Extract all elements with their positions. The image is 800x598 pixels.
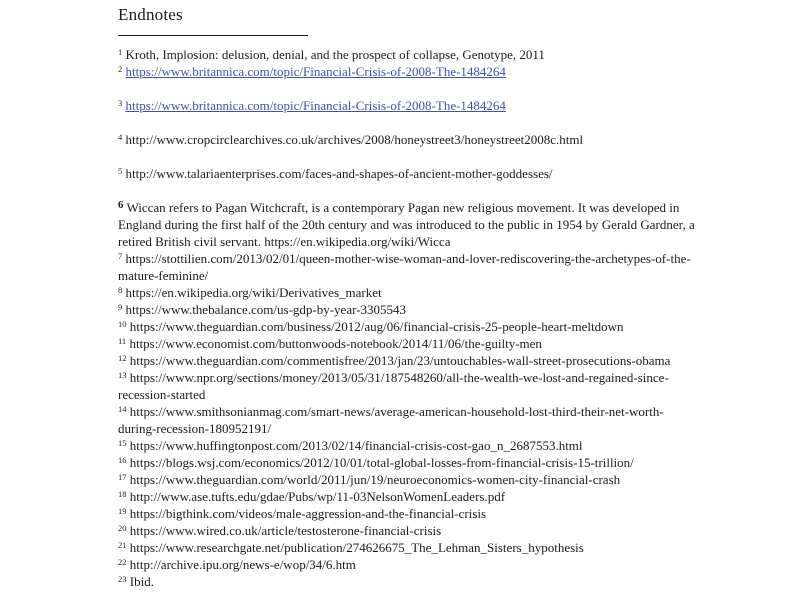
endnote-text: https://www.researchgate.net/publication/274626675_The_Lehman_Sisters_hypothesis — [129, 540, 584, 555]
endnote-number: 6 — [118, 199, 124, 211]
endnote-number: 23 — [118, 573, 127, 584]
endnote-number: 5 — [118, 165, 123, 176]
endnote-number: 3 — [118, 97, 123, 108]
endnote-text: http://archive.ipu.org/news-e/wop/34/6.htm — [129, 557, 356, 572]
endnote-text: https://www.thebalance.com/us-gdp-by-year-3305543 — [125, 302, 406, 317]
endnote-text: https://www.smithsonianmag.com/smart-news/average-american-household-lost-third-their-net-worth-during-recession-180952191/ — [118, 404, 664, 436]
endnote-8 — [118, 284, 700, 301]
endnote-9 — [118, 301, 700, 318]
endnote-18 — [118, 488, 700, 505]
title-divider — [118, 35, 308, 36]
endnote-10 — [118, 318, 700, 335]
endnote-text: https://www.huffingtonpost.com/2013/02/14/financial-crisis-cost-gao_n_2687553.html — [129, 438, 583, 453]
endnote-link[interactable]: https://www.britannica.com/topic/Financial-Crisis-of-2008-The-1484264 — [125, 64, 506, 79]
endnotes-section — [118, 4, 700, 590]
endnote-19 — [118, 505, 700, 522]
endnote-number: 22 — [118, 556, 127, 567]
endnote-11 — [118, 335, 700, 352]
endnote-text: Ibid. — [129, 574, 154, 589]
endnote-number: 10 — [118, 318, 127, 329]
endnote-text: https://en.wikipedia.org/wiki/Derivatives_market — [125, 285, 382, 300]
endnote-text: https://www.theguardian.com/world/2011/jun/19/neuroeconomics-women-city-financial-crash — [129, 472, 621, 487]
endnote-link[interactable]: https://www.britannica.com/topic/Financial-Crisis-of-2008-The-1484264 — [125, 98, 506, 113]
endnote-number: 14 — [118, 403, 127, 414]
endnote-number: 4 — [118, 131, 123, 142]
endnote-14 — [118, 403, 700, 437]
endnote-17 — [118, 471, 700, 488]
endnote-number: 2 — [118, 63, 123, 74]
endnote-text: https://www.theguardian.com/commentisfree/2013/jan/23/untouchables-wall-street-prosecutions-obama — [129, 353, 671, 368]
endnote-text: http://www.cropcirclearchives.co.uk/archives/2008/honeystreet3/honeystreet2008c.html — [125, 132, 584, 147]
endnote-text: https://www.economist.com/buttonwoods-notebook/2014/11/06/the-guilty-men — [129, 336, 542, 351]
endnotes-list — [118, 46, 700, 590]
endnote-12 — [118, 352, 700, 369]
endnote-3 — [118, 97, 700, 114]
endnote-13 — [118, 369, 700, 403]
endnote-number: 16 — [118, 454, 127, 465]
endnote-20 — [118, 522, 700, 539]
endnote-6 — [118, 199, 700, 250]
page-title: Endnotes — [118, 5, 183, 24]
endnote-7 — [118, 250, 700, 284]
endnote-number: 7 — [118, 250, 123, 261]
endnote-number: 1 — [118, 46, 123, 57]
endnote-text: https://blogs.wsj.com/economics/2012/10/01/total-global-losses-from-financial-crisis-15-trillion/ — [129, 455, 634, 470]
endnote-16 — [118, 454, 700, 471]
endnote-number: 9 — [118, 301, 123, 312]
endnote-text: Kroth, Implosion: delusion, denial, and the prospect of collapse, Genotype, 2011 — [125, 47, 545, 62]
endnote-text: http://www.talariaenterprises.com/faces-and-shapes-of-ancient-mother-goddesses/ — [125, 166, 553, 181]
endnote-number: 21 — [118, 539, 127, 550]
endnote-23 — [118, 573, 700, 590]
endnote-number: 17 — [118, 471, 127, 482]
endnote-number: 18 — [118, 488, 127, 499]
endnote-2 — [118, 63, 700, 80]
endnote-text: https://bigthink.com/videos/male-aggression-and-the-financial-crisis — [129, 506, 487, 521]
endnote-number: 20 — [118, 522, 127, 533]
endnote-5 — [118, 165, 700, 182]
endnote-text: https://www.npr.org/sections/money/2013/05/31/187548260/all-the-wealth-we-lost-and-regained-since-recession-started — [118, 370, 669, 402]
endnote-22 — [118, 556, 700, 573]
endnote-text: http://www.ase.tufts.edu/gdae/Pubs/wp/11-03NelsonWomenLeaders.pdf — [129, 489, 506, 504]
endnote-number: 19 — [118, 505, 127, 516]
endnote-text: https://www.wired.co.uk/article/testosterone-financial-crisis — [129, 523, 442, 538]
endnote-4 — [118, 131, 700, 148]
endnote-number: 13 — [118, 369, 127, 380]
endnote-15 — [118, 437, 700, 454]
endnote-number: 8 — [118, 284, 123, 295]
endnote-text: https://stottilien.com/2013/02/01/queen-mother-wise-woman-and-lover-rediscovering-the-archetypes-of-the-mature-feminine/ — [118, 251, 691, 283]
endnote-1 — [118, 46, 700, 63]
endnote-21 — [118, 539, 700, 556]
endnote-text: https://www.theguardian.com/business/2012/aug/06/financial-crisis-25-people-heart-meltdown — [129, 319, 624, 334]
endnote-number: 15 — [118, 437, 127, 448]
endnote-text: Wiccan refers to Pagan Witchcraft, is a contemporary Pagan new religious movement. It was developed in England during the first half of the 20th century and was introduced to the public in 1954 by Gerald Gardner, a retired British civil servant. https://en.wikipedia.org/wiki/Wicca — [118, 200, 695, 249]
endnote-number: 12 — [118, 352, 127, 363]
endnote-number: 11 — [118, 335, 127, 346]
